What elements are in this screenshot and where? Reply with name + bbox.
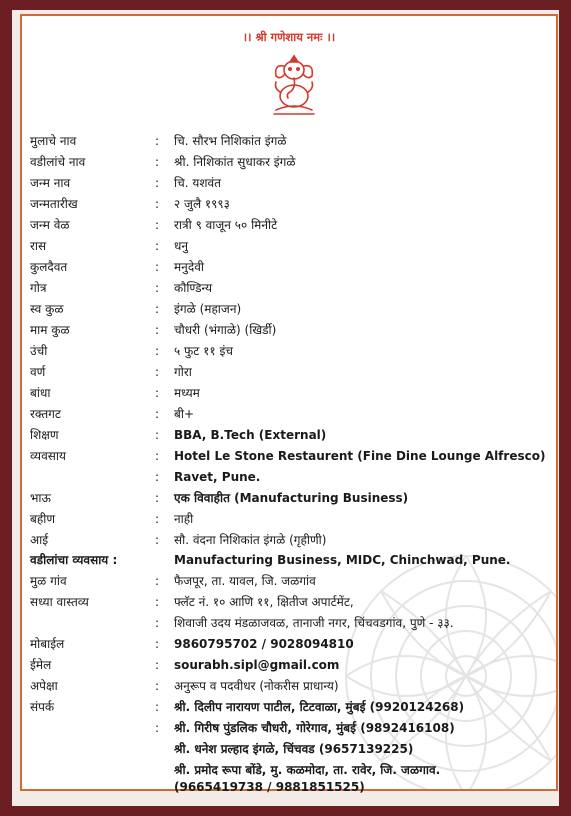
- ganesha-icon: [266, 52, 322, 116]
- detail-colon: :: [154, 302, 160, 316]
- detail-label: संपर्क: [30, 700, 55, 714]
- detail-label: अपेक्षा: [30, 679, 58, 693]
- detail-value: Ravet, Pune.: [174, 470, 261, 484]
- detail-value: (9665419738 / 9881851525): [174, 780, 365, 794]
- detail-label: ईमेल: [30, 658, 52, 672]
- detail-label: रक्तगट: [30, 407, 61, 421]
- detail-colon: :: [154, 386, 160, 400]
- detail-colon: :: [154, 428, 160, 442]
- detail-colon: :: [154, 344, 160, 358]
- detail-label: सध्या वास्तव्य: [30, 595, 89, 609]
- detail-value: चि. सौरभ निशिकांत इंगळे: [174, 134, 287, 148]
- detail-colon: :: [154, 155, 160, 169]
- detail-label: मुलाचे नाव: [30, 134, 77, 148]
- detail-colon: :: [154, 281, 160, 295]
- detail-colon: :: [154, 365, 160, 379]
- detail-value: चि. यशवंत: [174, 176, 221, 190]
- detail-value: मध्यम: [174, 386, 200, 400]
- detail-value: मनुदेवी: [174, 260, 204, 274]
- detail-label: व्यवसाय: [30, 449, 66, 463]
- detail-label: जन्म वेळ: [30, 218, 70, 232]
- detail-value: नाही: [174, 512, 194, 526]
- detail-label: स्व कुळ: [30, 302, 64, 316]
- detail-value: श्री. धनेश प्रल्हाद इंगळे, चिंचवड (9657139225): [174, 742, 414, 756]
- detail-colon: :: [154, 512, 160, 526]
- detail-label: रास: [30, 239, 47, 253]
- detail-colon: :: [154, 491, 160, 505]
- detail-colon: :: [154, 218, 160, 232]
- detail-label: आई: [30, 533, 49, 547]
- detail-value: sourabh.sipl@gmail.com: [174, 658, 340, 672]
- detail-colon: :: [154, 574, 160, 588]
- detail-value: 9860795702 / 9028094810: [174, 637, 354, 651]
- detail-label: वडीलांचा व्यवसाय :: [30, 553, 118, 567]
- detail-colon: :: [154, 721, 160, 735]
- detail-colon: :: [154, 197, 160, 211]
- detail-colon: :: [154, 134, 160, 148]
- detail-value: श्री. प्रमोद रूपा बोंडे, मु. कळमोदा, ता. रावेर, जि. जळगाव.: [174, 763, 441, 777]
- detail-label: जन्म नाव: [30, 176, 71, 190]
- detail-colon: :: [154, 323, 160, 337]
- detail-label: मोबाईल: [30, 637, 65, 651]
- detail-colon: :: [154, 658, 160, 672]
- detail-value: चौधरी (भंगाळे) (खिर्डी): [174, 323, 277, 337]
- detail-value: गोरा: [174, 365, 192, 379]
- detail-label: जन्मतारीख: [30, 197, 78, 211]
- detail-colon: :: [154, 470, 160, 484]
- detail-colon: :: [154, 637, 160, 651]
- detail-value: Hotel Le Stone Restaurent (Fine Dine Lounge Alfresco): [174, 449, 546, 463]
- detail-colon: :: [154, 176, 160, 190]
- detail-label: बहीण: [30, 512, 56, 526]
- detail-value: BBA, B.Tech (External): [174, 428, 327, 442]
- detail-value: अनुरूप व पदवीधर (नोकरीस प्राधान्य): [174, 679, 339, 693]
- detail-value: एक विवाहीत (Manufacturing Business): [174, 491, 409, 505]
- detail-colon: :: [154, 595, 160, 609]
- detail-colon: :: [154, 260, 160, 274]
- detail-value: ५ फुट ११ इंच: [174, 344, 233, 358]
- detail-label: गोत्र: [30, 281, 47, 295]
- detail-value: कौण्डिन्य: [174, 281, 213, 295]
- detail-value: श्री. गिरीष पुंडलिक चौधरी, गोरेगाव, मुंबई (9892416108): [174, 721, 455, 735]
- detail-value: फैजपूर, ता. यावल, जि. जळगांव: [174, 574, 316, 588]
- detail-value: श्री. दिलीप नारायण पाटील, टिटवाळा, मुंबई (9920124268): [174, 700, 465, 714]
- detail-value: २ जुलै १९९३: [174, 197, 230, 211]
- detail-label: मुळ गांव: [30, 574, 67, 588]
- detail-label: उंची: [30, 344, 48, 358]
- detail-colon: :: [154, 533, 160, 547]
- detail-value: श्री. निशिकांत सुधाकर इंगळे: [174, 155, 296, 169]
- detail-value: सौ. वंदना निशिकांत इंगळे (गृहीणी): [174, 533, 327, 547]
- detail-value: Manufacturing Business, MIDC, Chinchwad, Pune.: [174, 553, 511, 567]
- detail-colon: :: [154, 449, 160, 463]
- detail-colon: :: [154, 239, 160, 253]
- detail-colon: :: [154, 407, 160, 421]
- detail-value: फ्लॅट नं. १० आणि ११, क्षितीज अपार्टमेंट,: [174, 595, 354, 609]
- detail-label: माम कुळ: [30, 323, 70, 337]
- detail-label: वडीलांचे नाव: [30, 155, 86, 169]
- detail-value: बी+: [174, 407, 195, 421]
- detail-value: रात्री ९ वाजून ५० मिनीटे: [174, 218, 278, 232]
- detail-colon: :: [154, 616, 160, 630]
- detail-value: धनु: [174, 239, 189, 253]
- detail-value: शिवाजी उदय मंडळाजवळ, तानाजी नगर, चिंचवडगांव, पुणे - ३३.: [174, 616, 454, 630]
- detail-label: वर्ण: [30, 365, 46, 379]
- detail-label: बांधा: [30, 386, 51, 400]
- detail-colon: :: [154, 679, 160, 693]
- invocation-heading: ।। श्री गणेशाय नमः ।।: [242, 30, 336, 44]
- detail-value: इंगळे (महाजन): [174, 302, 242, 316]
- detail-colon: :: [154, 700, 160, 714]
- detail-label: कुलदैवत: [30, 260, 68, 274]
- detail-label: शिक्षण: [30, 428, 59, 442]
- detail-label: भाऊ: [30, 491, 51, 505]
